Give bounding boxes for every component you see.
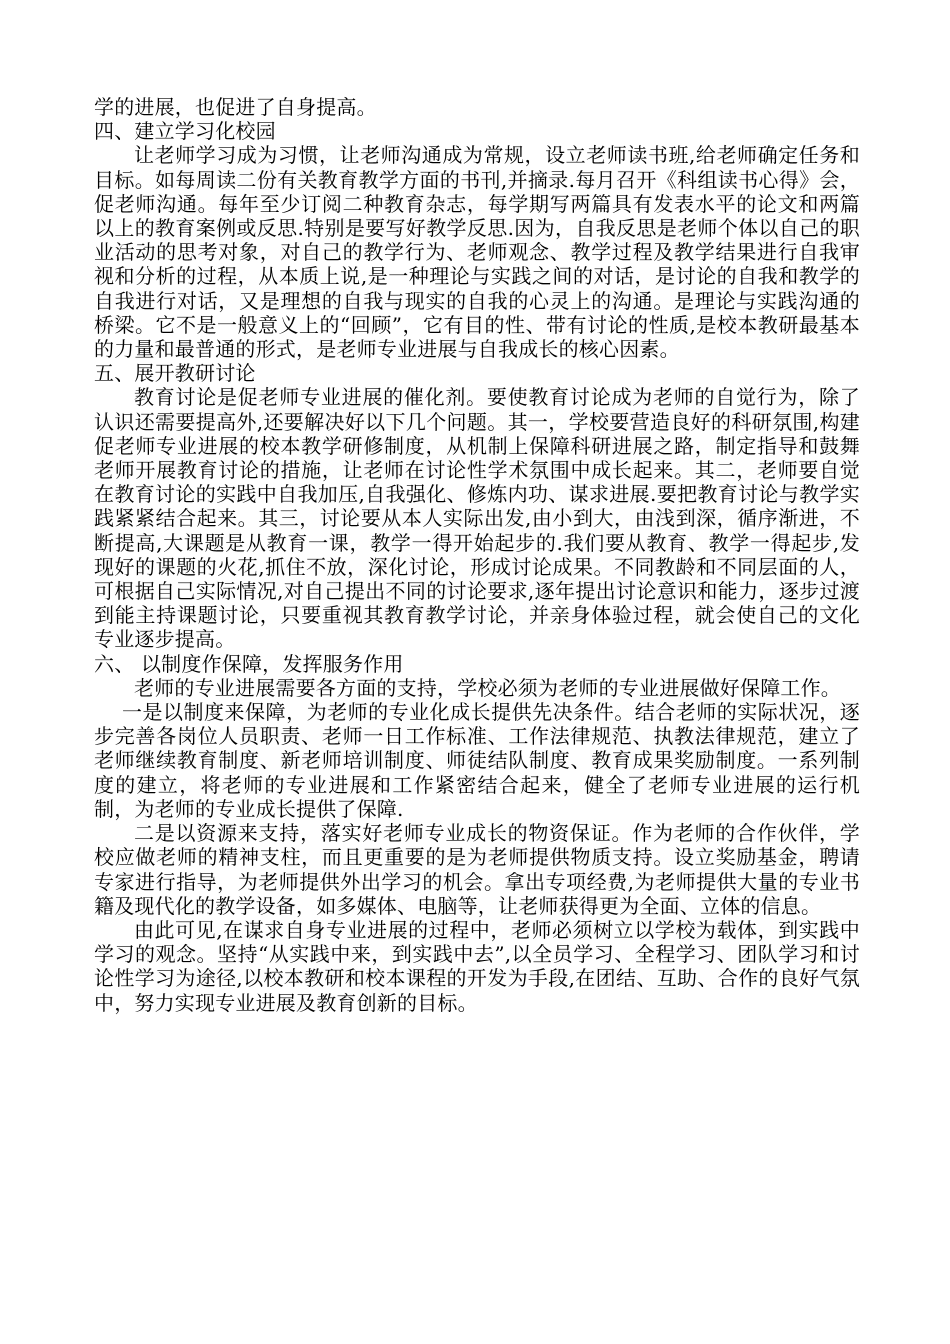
paragraph-system-guarantee: 一是以制度来保障，为老师的专业化成长提供先决条件。结合老师的实际状况，逐步完善各岗位人员职责、老师一日工作标准、工作法律规范、执教法律规范，建立了老师继续教育制度、新老师培训制度、师徒结队制度、教育成果奖励制度。一系列制度的建立，将老师的专业进展和工作紧密结合起来，健全了老师专业进展的运行机制，为老师的专业成长提供了保障. [94,700,860,821]
section-heading-5: 五、展开教研讨论 [94,361,256,386]
section-heading-6: 六、 以制度作保障，发挥服务作用 [94,651,404,676]
paragraph-continuation: 学的进展，也促进了自身提高。 [94,95,377,119]
paragraph-learning-campus: 让老师学习成为习惯，让老师沟通成为常规，设立老师读书班,给老师确定任务和目标。如每周读二份有关教育教学方面的书刊,并摘录.每月召开《科组读书心得》会，促老师沟通。每年至少订阅二种教育杂志，每学期写两篇具有发表水平的论文和两篇以上的教育案例或反思.特别是要写好教学反思.因为，自我反思是老师个体以自己的职业活动的思考对象，对自己的教学行为、老师观念、教学过程及教学结果进行自我审视和分析的过程，从本质上说,是一种理论与实践之间的对话，是讨论的自我和教学的自我进行对话，又是理想的自我与现实的自我的心灵上的沟通。是理论与实践沟通的桥梁。它不是一般意义上的“回顾”，它有目的性、带有讨论的性质,是校本教研最基本的力量和最普通的形式，是老师专业进展与自我成长的核心因素。 [94,143,860,362]
paragraph-resource-support: 二是以资源来支持，落实好老师专业成长的物资保证。作为老师的合作伙伴，学校应做老师的精神支柱，而且更重要的是为老师提供物质支持。设立奖励基金，聘请专家进行指导，为老师提供外出学习的机会。拿出专项经费,为老师提供大量的专业书籍及现代化的教学设备，如多媒体、电脑等，让老师获得更为全面、立体的信息。 [94,821,860,918]
paragraph-support-intro: 老师的专业进展需要各方面的支持，学校必须为老师的专业进展做好保障工作。 [134,675,841,700]
section-heading-4: 四、建立学习化校园 [94,119,276,144]
paragraph-conclusion: 由此可见,在谋求自身专业进展的过程中，老师必须树立以学校为载体，到实践中学习的观念。坚持“从实践中来，到实践中去”,以全员学习、全程学习、团队学习和讨论性学习为途径,以校本教研和校本课程的开发为手段,在团结、互助、合作的良好气氛中，努力实现专业进展及教育创新的目标。 [94,917,860,1015]
document-page [94,95,860,1015]
paragraph-teaching-research: 教育讨论是促老师专业进展的催化剂。要使教育讨论成为老师的自觉行为，除了认识还需要提高外,还要解决好以下几个问题。其一，学校要营造良好的科研氛围,构建促老师专业进展的校本教学研修制度，从机制上保障科研进展之路，制定指导和鼓舞老师开展教育讨论的措施，让老师在讨论性学术氛围中成长起来。其二，老师要自觉在教育讨论的实践中自我加压,自我强化、修炼内功、谋求进展.要把教育讨论与教学实践紧紧结合起来。其三，讨论要从本人实际出发,由小到大，由浅到深，循序渐进，不断提高,大课题是从教育一课，教学一得开始起步的.我们要从教育、教学一得起步,发现好的课题的火花,抓住不放，深化讨论，形成讨论成果。不同教龄和不同层面的人，可根据自己实际情况,对自己提出不同的讨论要求,逐年提出讨论意识和能力，逐步过渡到能主持课题讨论，只要重视其教育教学讨论，并亲身体验过程，就会使自己的文化专业逐步提高。 [94,385,860,652]
